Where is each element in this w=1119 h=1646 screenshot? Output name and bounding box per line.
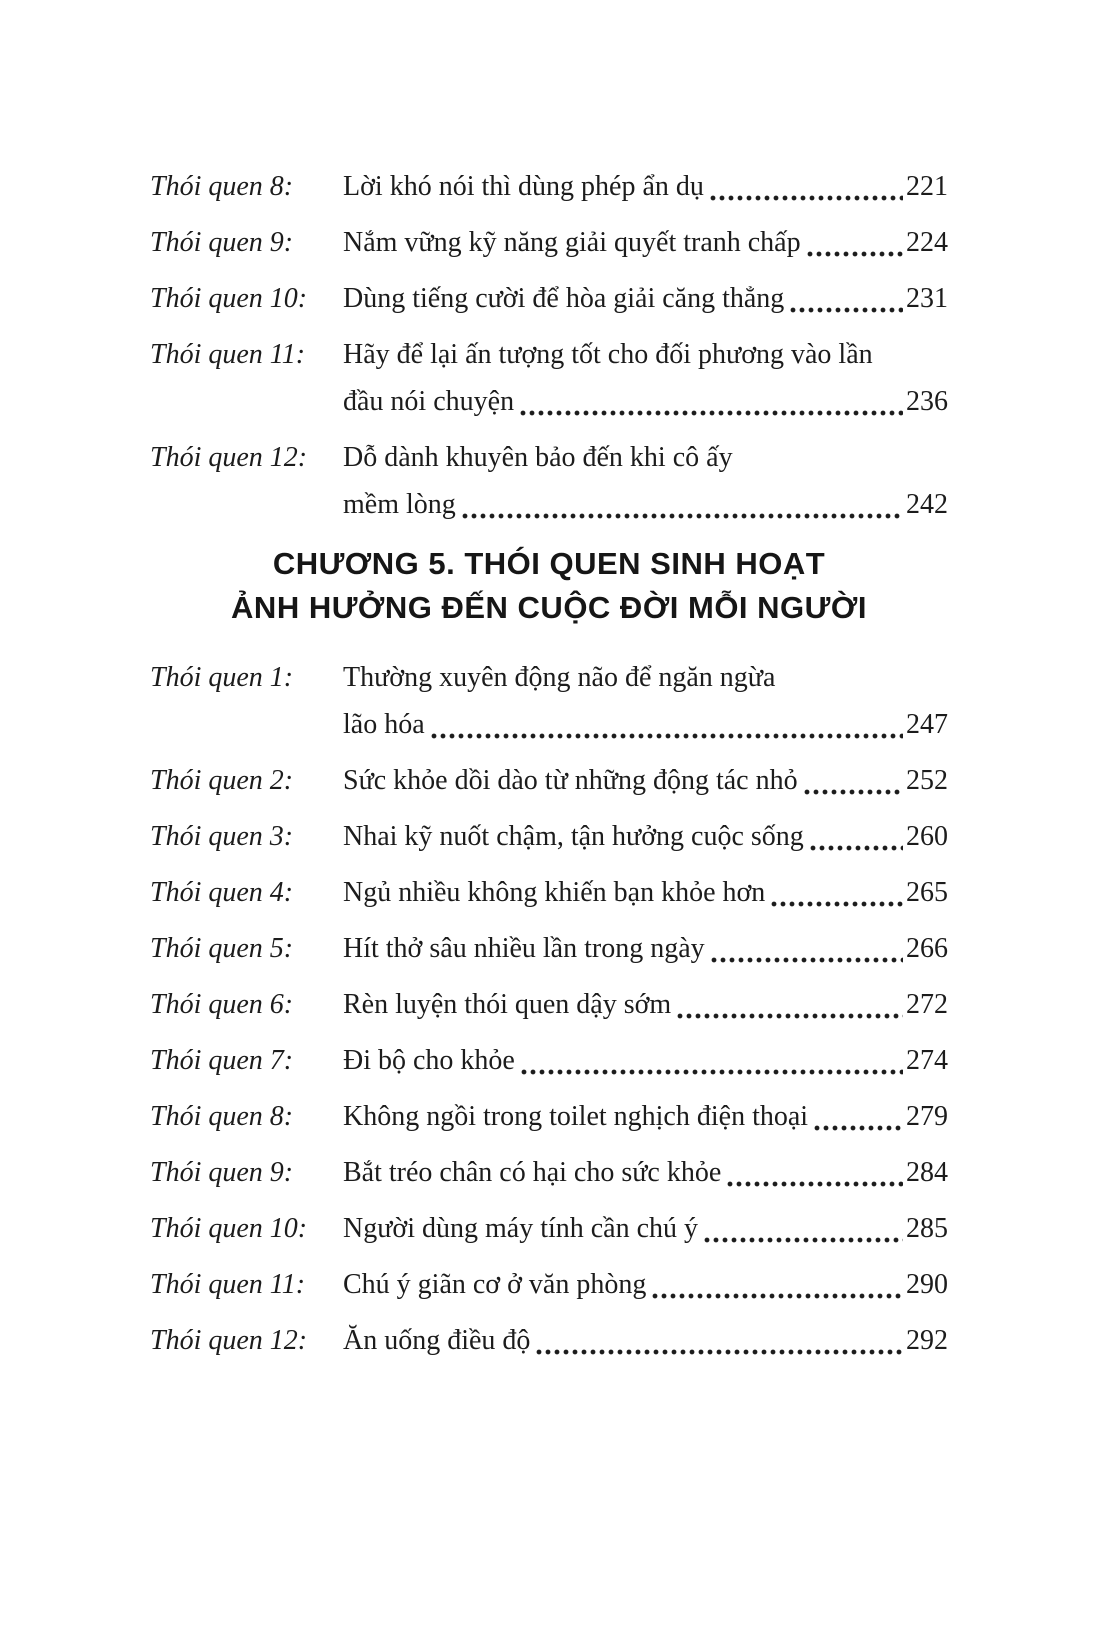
toc-entry [150,275,948,322]
toc-entry [150,869,948,916]
toc-entry-line [343,481,948,528]
toc-entry-text [343,434,948,528]
toc-section [150,542,948,1364]
dot-leader [807,251,903,257]
toc-entry-title: Hãy để lại ấn tượng tốt cho đối phương vào lần [343,339,873,370]
toc-entry-line [343,1093,948,1140]
dot-leader [727,1181,903,1187]
toc-page-number: 236 [906,386,948,417]
toc-entry-label: Thói quen 10: [150,283,308,314]
toc-entry-line [343,1205,948,1252]
toc-entry [150,757,948,804]
toc-entry-line [343,869,948,916]
toc-page-number: 242 [906,489,948,520]
dot-leader [771,901,903,907]
toc-entry-title: Hít thở sâu nhiều lần trong ngày [343,933,705,964]
toc-entry-label: Thói quen 12: [150,442,308,473]
toc-entry-label: Thói quen 9: [150,227,294,258]
toc-page-number: 266 [906,933,948,964]
toc-entry [150,331,948,425]
chapter-heading-line: ẢNH HƯỞNG ĐẾN CUỘC ĐỜI MỖI NGƯỜI [231,590,867,625]
toc-entry-text [343,1149,948,1196]
dot-leader [536,1349,903,1355]
toc-entry-title: Sức khỏe dồi dào từ những động tác nhỏ [343,765,798,796]
toc-entry [150,1037,948,1084]
toc-entry-label: Thói quen 12: [150,1325,308,1356]
dot-leader [520,410,903,416]
toc-entry [150,1317,948,1364]
toc-page-number: 274 [906,1045,948,1076]
dot-leader [790,307,903,313]
toc-entry-line [343,654,948,701]
table-of-contents [150,163,948,1364]
toc-entry-line [343,331,948,378]
toc-entry-title: đầu nói chuyện [343,386,515,417]
toc-page-number: 221 [906,171,948,202]
toc-page-number: 272 [906,989,948,1020]
toc-entry-line [343,981,948,1028]
toc-entry-title: Ngủ nhiều không khiến bạn khỏe hơn [343,877,766,908]
toc-entry-text [343,813,948,860]
toc-entry [150,163,948,210]
toc-entry [150,1093,948,1140]
toc-entry-line [343,925,948,972]
toc-entry-text [343,869,948,916]
toc-entry-label: Thói quen 7: [150,1045,294,1076]
toc-section [150,163,948,528]
toc-entry-text [343,1317,948,1364]
toc-entry-title: Nhai kỹ nuốt chậm, tận hưởng cuộc sống [343,821,804,852]
toc-entry-title: Đi bộ cho khỏe [343,1045,515,1076]
toc-entry-text [343,219,948,266]
toc-entry-title: Bắt tréo chân có hại cho sức khỏe [343,1157,722,1188]
toc-entry-line [343,378,948,425]
toc-entry-text [343,925,948,972]
toc-entry-label: Thói quen 3: [150,821,294,852]
toc-page-number: 285 [906,1213,948,1244]
toc-page-number: 224 [906,227,948,258]
toc-page-number: 247 [906,709,948,740]
dot-leader [462,513,903,519]
toc-entry-label: Thói quen 9: [150,1157,294,1188]
toc-entry-text [343,331,948,425]
toc-entry-text [343,757,948,804]
chapter-heading [150,542,948,630]
toc-entry-line [343,1037,948,1084]
dot-leader [814,1125,903,1131]
toc-entry-label: Thói quen 11: [150,339,306,370]
dot-leader [431,733,903,739]
toc-entry-title: Dùng tiếng cười để hòa giải căng thẳng [343,283,785,314]
toc-entry [150,1261,948,1308]
toc-entry-label: Thói quen 1: [150,662,294,693]
toc-entry [150,1149,948,1196]
toc-entry-line [343,434,948,481]
toc-entry-text [343,1205,948,1252]
toc-entry-line [343,757,948,804]
toc-entry-title: Dỗ dành khuyên bảo đến khi cô ấy [343,442,733,473]
toc-entry-title: Lời khó nói thì dùng phép ẩn dụ [343,171,704,202]
toc-entry [150,813,948,860]
dot-leader [711,957,903,963]
toc-entry-label: Thói quen 11: [150,1269,306,1300]
dot-leader [804,789,903,795]
toc-entry-label: Thói quen 6: [150,989,294,1020]
toc-entry-line [343,219,948,266]
toc-entry-line [343,1261,948,1308]
toc-entry-label: Thói quen 5: [150,933,294,964]
toc-entry-text [343,275,948,322]
toc-entry-line [343,163,948,210]
toc-entry-label: Thói quen 2: [150,765,294,796]
toc-page-number: 292 [906,1325,948,1356]
toc-entry-title: Rèn luyện thói quen dậy sớm [343,989,672,1020]
toc-entry-label: Thói quen 10: [150,1213,308,1244]
chapter-heading-line: CHƯƠNG 5. THÓI QUEN SINH HOẠT [272,546,826,581]
toc-entry-line [343,1317,948,1364]
toc-entry-title: Chú ý giãn cơ ở văn phòng [343,1269,647,1300]
toc-page-number: 231 [906,283,948,314]
toc-entry-label: Thói quen 8: [150,1101,294,1132]
toc-entry-line [343,701,948,748]
toc-page-number: 265 [906,877,948,908]
dot-leader [521,1069,903,1075]
toc-entry-line [343,813,948,860]
toc-entry-text [343,163,948,210]
toc-entry [150,1205,948,1252]
toc-entry-title: Người dùng máy tính cần chú ý [343,1213,699,1244]
toc-entry [150,654,948,748]
toc-entry [150,981,948,1028]
toc-entry [150,434,948,528]
toc-entry-title: Nắm vững kỹ năng giải quyết tranh chấp [343,227,801,258]
toc-entry-text [343,1093,948,1140]
toc-entry [150,219,948,266]
dot-leader [652,1293,903,1299]
toc-entry-title: lão hóa [343,709,425,740]
dot-leader [710,195,903,201]
toc-page-number: 290 [906,1269,948,1300]
toc-entry-text [343,1037,948,1084]
toc-entry-title: Ăn uống điều độ [343,1325,531,1356]
toc-entry-title: Không ngồi trong toilet nghịch điện thoại [343,1101,809,1132]
toc-entry-text [343,654,948,748]
toc-page-number: 284 [906,1157,948,1188]
toc-entry-text [343,1261,948,1308]
dot-leader [810,845,903,851]
dot-leader [704,1237,903,1243]
dot-leader [677,1013,903,1019]
toc-page-number: 279 [906,1101,948,1132]
toc-entry-title: mềm lòng [343,489,456,520]
toc-page-number: 260 [906,821,948,852]
toc-entry-text [343,981,948,1028]
toc-entry-line [343,275,948,322]
toc-entry-label: Thói quen 8: [150,171,294,202]
toc-entry-line [343,1149,948,1196]
toc-page-number: 252 [906,765,948,796]
toc-entry-label: Thói quen 4: [150,877,294,908]
toc-entry [150,925,948,972]
toc-entry-title: Thường xuyên động não để ngăn ngừa [343,662,776,693]
